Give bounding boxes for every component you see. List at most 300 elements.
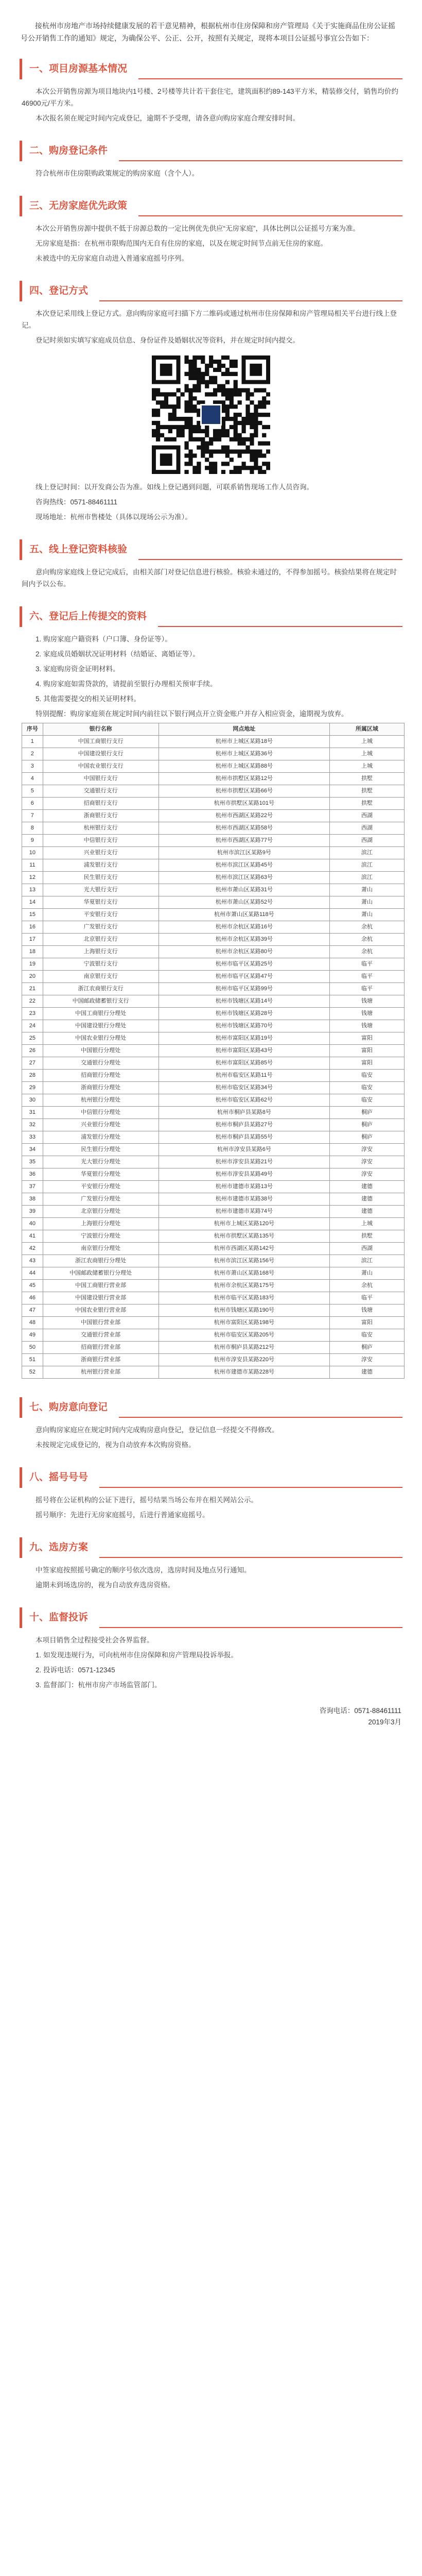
paragraph: 未按规定完成登记的，视为自动放弃本次购房资格。: [36, 1441, 196, 1449]
table-cell: 45: [22, 1280, 43, 1292]
table-cell: 43: [22, 1255, 43, 1267]
table-cell: 18: [22, 946, 43, 958]
table-cell: 中国工商银行分理处: [43, 1008, 159, 1020]
table-cell: 杭州市西湖区某路22号: [159, 810, 329, 822]
table-cell: 南京银行支行: [43, 971, 159, 983]
table-cell: 建德: [330, 1366, 405, 1379]
table-cell: 广发银行分理处: [43, 1193, 159, 1206]
table-cell: 建德: [330, 1181, 405, 1193]
section-title: [20, 606, 158, 627]
table-row: [22, 1193, 405, 1206]
table-header-cell: 网点地址: [159, 723, 329, 736]
table-cell: 招商银行分理处: [43, 1070, 159, 1082]
table-cell: 11: [22, 859, 43, 872]
table-row: [22, 847, 405, 859]
table-cell: 杭州市上城区某路18号: [159, 736, 329, 748]
section-number: 七: [29, 1402, 40, 1413]
section-header: [20, 193, 402, 216]
section: [20, 193, 402, 270]
table-cell: 40: [22, 1218, 43, 1230]
paragraph: 逾期未到场选房的，视为自动放弃选房资格。: [36, 1581, 174, 1589]
table-row: [22, 909, 405, 921]
table-cell: 临平: [330, 958, 405, 971]
table-cell: 3: [22, 760, 43, 773]
table-row: [22, 1230, 405, 1243]
paragraph: 线上登记时间：以开发商公告为准。如线上登记遇到问题，可联系销售现场工作人员咨询。: [36, 483, 313, 491]
table-cell: 杭州市余杭区某路16号: [159, 921, 329, 934]
table-cell: 12: [22, 872, 43, 884]
table-cell: 中国农业银行支行: [43, 760, 159, 773]
table-cell: 民生银行支行: [43, 872, 159, 884]
table-cell: 华夏银行分理处: [43, 1168, 159, 1181]
table-cell: 浙商银行营业部: [43, 1354, 159, 1366]
paragraph: 本次登记采用线上登记方式。意向购房家庭可扫描下方二维码或通过杭州市住房保障和房产管理局相关平台进行线上登记。: [22, 310, 397, 329]
section-number-separator: 、: [39, 1612, 49, 1623]
intro-text: 接杭州市房地产市场持续健康发展的若干意见精神，根据杭州市住房保障和房产管理局《关于实施商品住房公证摇号公开销售工作的通知》规定，为确保公平、公正、公开，按照有关规定，现将本项目公证摇号事宜公告如下：: [21, 22, 395, 42]
table-cell: 杭州银行支行: [43, 822, 159, 835]
table-cell: 9: [22, 835, 43, 847]
table-cell: 富阳: [330, 1317, 405, 1329]
paragraph: 1. 购房家庭户籍资料（户口簿、身份证等）。: [36, 635, 172, 643]
table-cell: 37: [22, 1181, 43, 1193]
table-cell: 钱塘: [330, 1020, 405, 1032]
paragraph: 特别提醒：购房家庭须在规定时间内前往以下银行网点开立资金账户并存入相应资金，逾期视为放弃。: [36, 710, 348, 718]
table-row: [22, 1354, 405, 1366]
section-number-separator: 、: [39, 63, 49, 74]
footer: [21, 1705, 401, 1728]
table-row: [22, 822, 405, 835]
table-row: [22, 1181, 405, 1193]
section-number: 十: [29, 1612, 40, 1623]
table-cell: 杭州市萧山区某路31号: [159, 884, 329, 896]
table-cell: 钱塘: [330, 1304, 405, 1317]
section-title-text: 线上登记资料核验: [49, 544, 128, 555]
table-cell: 西湖: [330, 822, 405, 835]
table-cell: 杭州银行营业部: [43, 1366, 159, 1379]
table-cell: 杭州市临平区某路25号: [159, 958, 329, 971]
table-cell: 41: [22, 1230, 43, 1243]
section-title-text: 登记后上传提交的资料: [49, 611, 147, 622]
table-row: [22, 835, 405, 847]
table-cell: 浙江农商银行支行: [43, 983, 159, 995]
table-row: [22, 1366, 405, 1379]
table-cell: 滨江: [330, 847, 405, 859]
section-number-separator: 、: [39, 285, 49, 296]
table-cell: 杭州市萧山区某路168号: [159, 1267, 329, 1280]
table-cell: 杭州市临安区某路62号: [159, 1094, 329, 1107]
paragraph: 现场地址：杭州市售楼处（具体以现场公示为准）。: [36, 513, 192, 521]
section: [20, 278, 402, 529]
paragraph: 3. 家庭购房资金证明材料。: [36, 665, 120, 673]
paragraph: 2. 家庭成员婚姻状况证明材料（结婚证、离婚证等）。: [36, 650, 200, 658]
table-cell: 上城: [330, 748, 405, 760]
table-row: [22, 983, 405, 995]
table-row: [22, 859, 405, 872]
table-header-row: [22, 723, 405, 736]
section-title: [20, 539, 138, 560]
table-cell: 萧山: [330, 896, 405, 909]
table-cell: 浙江农商银行分理处: [43, 1255, 159, 1267]
table-cell: 10: [22, 847, 43, 859]
table-cell: 5: [22, 785, 43, 798]
section-number-separator: 、: [39, 1542, 49, 1553]
section-title-text: 选房方案: [49, 1542, 89, 1553]
table-cell: 中信银行分理处: [43, 1107, 159, 1119]
table-row: [22, 934, 405, 946]
table-cell: 宁波银行分理处: [43, 1230, 159, 1243]
table-header-cell: 银行名称: [43, 723, 159, 736]
section-header: [20, 536, 402, 560]
table-row: [22, 1317, 405, 1329]
table-cell: 北京银行分理处: [43, 1206, 159, 1218]
table-cell: 44: [22, 1267, 43, 1280]
table-cell: 17: [22, 934, 43, 946]
table-cell: 杭州市滨江区某路9号: [159, 847, 329, 859]
table-cell: 桐庐: [330, 1131, 405, 1144]
section-header: [20, 1534, 402, 1558]
paragraph: 4. 购房家庭如需贷款的，请提前至银行办理相关预审手续。: [36, 680, 217, 688]
table-cell: 杭州市临平区某路47号: [159, 971, 329, 983]
table-row: [22, 1255, 405, 1267]
table-cell: 33: [22, 1131, 43, 1144]
table-cell: 杭州市西湖区某路77号: [159, 835, 329, 847]
table-cell: 杭州市拱墅区某路135号: [159, 1230, 329, 1243]
table-row: [22, 760, 405, 773]
table-row: [22, 798, 405, 810]
table-row: [22, 1342, 405, 1354]
table-cell: 淳安: [330, 1156, 405, 1168]
table-row: [22, 1280, 405, 1292]
table-cell: 光大银行分理处: [43, 1156, 159, 1168]
table-cell: 西湖: [330, 835, 405, 847]
table-cell: 杭州市上城区某路36号: [159, 748, 329, 760]
table-cell: 兴业银行分理处: [43, 1119, 159, 1131]
table-row: [22, 896, 405, 909]
table-cell: 临安: [330, 1070, 405, 1082]
table-cell: 宁波银行支行: [43, 958, 159, 971]
section-number: 五: [29, 544, 40, 555]
table-cell: 杭州市富阳区某路43号: [159, 1045, 329, 1057]
section: [20, 536, 402, 596]
table-cell: 光大银行支行: [43, 884, 159, 896]
table-cell: 滨江: [330, 1255, 405, 1267]
intro: [21, 13, 401, 48]
table-cell: 杭州市西湖区某路142号: [159, 1243, 329, 1255]
table-cell: 杭州市萧山区某路118号: [159, 909, 329, 921]
section-body: [20, 1628, 402, 1697]
table-cell: 淳安: [330, 1354, 405, 1366]
table-cell: 杭州市滨江区某路45号: [159, 859, 329, 872]
table-cell: 中国工商银行支行: [43, 736, 159, 748]
table-cell: 中国邮政储蓄银行支行: [43, 995, 159, 1008]
section-number: 二: [29, 145, 40, 156]
table-cell: 淳安: [330, 1144, 405, 1156]
section-title-text: 无房家庭优先政策: [49, 200, 128, 211]
table-cell: 21: [22, 983, 43, 995]
table-cell: 35: [22, 1156, 43, 1168]
section-title: [20, 1537, 99, 1558]
table-cell: 19: [22, 958, 43, 971]
table-cell: 钱塘: [330, 995, 405, 1008]
section-number: 三: [29, 200, 40, 211]
paragraph: 无房家庭是指：在杭州市限购范围内无自有住房的家庭，以及在规定时间节点前无住房的家庭。: [36, 240, 327, 247]
paragraph: 咨询热线：0571-88461111: [36, 498, 118, 506]
table-row: [22, 810, 405, 822]
paragraph: 符合杭州市住房限购政策规定的购房家庭（含个人）。: [36, 170, 199, 177]
section-title: [20, 281, 99, 301]
table-cell: 杭州市拱墅区某路101号: [159, 798, 329, 810]
paragraph: 5. 其他需要提交的相关证明材料。: [36, 695, 141, 703]
paragraph: 摇号顺序：先进行无房家庭摇号，后进行普通家庭摇号。: [36, 1511, 209, 1519]
table-cell: 桐庐: [330, 1119, 405, 1131]
table-row: [22, 1094, 405, 1107]
table-row: [22, 1045, 405, 1057]
table-row: [22, 921, 405, 934]
table-cell: 建德: [330, 1193, 405, 1206]
table-row: [22, 884, 405, 896]
table-cell: 滨江: [330, 872, 405, 884]
table-cell: 47: [22, 1304, 43, 1317]
table-cell: 中信银行支行: [43, 835, 159, 847]
table-cell: 杭州市临平区某路183号: [159, 1292, 329, 1304]
section-title-text: 项目房源基本情况: [49, 63, 128, 74]
section-header: [20, 138, 402, 161]
table-row: [22, 1168, 405, 1181]
section-number-separator: 、: [39, 1402, 49, 1413]
table-row: [22, 1156, 405, 1168]
section-body: [20, 216, 402, 270]
table-cell: 34: [22, 1144, 43, 1156]
table-cell: 36: [22, 1168, 43, 1181]
table-cell: 上城: [330, 1218, 405, 1230]
table-row: [22, 1243, 405, 1255]
paragraph: 本次公开销售房源中提供不低于房源总数的一定比例优先供应“无房家庭”，具体比例以公证摇号方案为准。: [36, 225, 360, 232]
bank-branch-table: [22, 723, 405, 1379]
table-cell: 桐庐: [330, 1107, 405, 1119]
table-cell: 杭州市钱塘区某路70号: [159, 1020, 329, 1032]
table-cell: 中国邮政储蓄银行分理处: [43, 1267, 159, 1280]
table-cell: 30: [22, 1094, 43, 1107]
registration-qr-code[interactable]: [152, 355, 270, 474]
paragraph: 本项目销售全过程接受社会各界监督。: [36, 1636, 154, 1644]
table-header-cell: 所属区域: [330, 723, 405, 736]
table-cell: 余杭: [330, 946, 405, 958]
table-cell: 临安: [330, 1329, 405, 1342]
section: [20, 1394, 402, 1457]
table-cell: 杭州市桐庐县某路212号: [159, 1342, 329, 1354]
table-cell: 31: [22, 1107, 43, 1119]
table-cell: 杭州市建德市某路74号: [159, 1206, 329, 1218]
table-cell: 中国农业银行营业部: [43, 1304, 159, 1317]
section-body: [20, 79, 402, 130]
section-title-text: 摇号号号: [49, 1472, 89, 1483]
table-cell: 滨江: [330, 859, 405, 872]
table-cell: 杭州市萧山区某路52号: [159, 896, 329, 909]
section-number: 八: [29, 1472, 40, 1483]
table-cell: 6: [22, 798, 43, 810]
table-cell: 中国工商银行营业部: [43, 1280, 159, 1292]
table-row: [22, 946, 405, 958]
section-number-separator: 、: [39, 544, 49, 555]
section-header: [20, 1394, 402, 1418]
table-cell: 交通银行分理处: [43, 1057, 159, 1070]
sections: [0, 56, 422, 1697]
table-cell: 招商银行支行: [43, 798, 159, 810]
table-cell: 平安银行支行: [43, 909, 159, 921]
table-cell: 8: [22, 822, 43, 835]
paragraph: 意向购房家庭线上登记完成后，由相关部门对登记信息进行核验。核验未通过的，不得参加摇号。核验结果将在规定时间内予以公布。: [22, 568, 397, 588]
section-title: [20, 59, 138, 79]
table-cell: 杭州市滨江区某路156号: [159, 1255, 329, 1267]
table-cell: 华夏银行支行: [43, 896, 159, 909]
section: [20, 56, 402, 130]
table-row: [22, 958, 405, 971]
section-number-separator: 、: [39, 200, 49, 211]
table-cell: 杭州市余杭区某路80号: [159, 946, 329, 958]
table-cell: 杭州市拱墅区某路12号: [159, 773, 329, 785]
table-cell: 萧山: [330, 1267, 405, 1280]
table-row: [22, 1144, 405, 1156]
table-row: [22, 872, 405, 884]
section-title-text: 购房意向登记: [49, 1402, 108, 1413]
table-cell: 建德: [330, 1206, 405, 1218]
table-cell: 28: [22, 1070, 43, 1082]
section-number: 九: [29, 1542, 40, 1553]
table-cell: 上城: [330, 736, 405, 748]
table-cell: 2: [22, 748, 43, 760]
table-cell: 25: [22, 1032, 43, 1045]
section: [20, 1534, 402, 1597]
table-row: [22, 1057, 405, 1070]
table-row: [22, 1304, 405, 1317]
section-header: [20, 56, 402, 79]
table-cell: 临安: [330, 1094, 405, 1107]
qr-wrap: [22, 349, 400, 481]
table-cell: 杭州市建德市某路228号: [159, 1366, 329, 1379]
section-title-text: 购房登记条件: [49, 145, 108, 156]
table-cell: 西湖: [330, 810, 405, 822]
section-number-separator: 、: [39, 1472, 49, 1483]
table-cell: 西湖: [330, 1243, 405, 1255]
table-cell: 杭州市余杭区某路39号: [159, 934, 329, 946]
table-cell: 交通银行支行: [43, 785, 159, 798]
table-cell: 富阳: [330, 1057, 405, 1070]
paragraph: 中签家庭按照摇号确定的顺序号依次选房，选房时间及地点另行通知。: [36, 1566, 251, 1574]
table-cell: 桐庐: [330, 1342, 405, 1354]
table-row: [22, 1119, 405, 1131]
table-cell: 杭州市桐庐县某路27号: [159, 1119, 329, 1131]
footer-date: 2019年3月: [368, 1718, 401, 1726]
table-cell: 24: [22, 1020, 43, 1032]
table-row: [22, 1020, 405, 1032]
section-number: 一: [29, 63, 40, 74]
section-body: [20, 1488, 402, 1527]
table-cell: 萧山: [330, 909, 405, 921]
section-title: [20, 1467, 99, 1488]
table-row: [22, 1206, 405, 1218]
table-cell: 杭州市上城区某路88号: [159, 760, 329, 773]
section-title-text: 登记方式: [49, 285, 89, 296]
table-cell: 拱墅: [330, 785, 405, 798]
paragraph: 登记时须如实填写家庭成员信息、身份证件及婚姻状况等资料，并在规定时间内提交。: [36, 336, 300, 344]
table-cell: 平安银行分理处: [43, 1181, 159, 1193]
table-cell: 中国银行支行: [43, 773, 159, 785]
table-cell: 杭州市临安区某路11号: [159, 1070, 329, 1082]
table-cell: 15: [22, 909, 43, 921]
table-row: [22, 748, 405, 760]
table-cell: 招商银行营业部: [43, 1342, 159, 1354]
table-cell: 42: [22, 1243, 43, 1255]
table-cell: 32: [22, 1119, 43, 1131]
table-row: [22, 1292, 405, 1304]
table-cell: 浦发银行分理处: [43, 1131, 159, 1144]
qr-logo-icon: [200, 404, 222, 426]
table-cell: 广发银行支行: [43, 921, 159, 934]
table-cell: 南京银行分理处: [43, 1243, 159, 1255]
table-cell: 4: [22, 773, 43, 785]
section-header: [20, 278, 402, 301]
table-cell: 杭州市桐庐县某路8号: [159, 1107, 329, 1119]
section-header: [20, 603, 402, 627]
table-cell: 上城: [330, 760, 405, 773]
paragraph: 意向购房家庭应在规定时间内完成购房意向登记，登记信息一经提交不得修改。: [36, 1426, 279, 1434]
section-title-text: 监督投诉: [49, 1612, 89, 1623]
table-cell: 38: [22, 1193, 43, 1206]
table-cell: 48: [22, 1317, 43, 1329]
table-cell: 临平: [330, 1292, 405, 1304]
table-cell: 临平: [330, 971, 405, 983]
table-row: [22, 971, 405, 983]
table-cell: 交通银行营业部: [43, 1329, 159, 1342]
table-cell: 中国建设银行营业部: [43, 1292, 159, 1304]
section-header: [20, 1464, 402, 1488]
section: [20, 1604, 402, 1697]
table-cell: 拱墅: [330, 1230, 405, 1243]
table-cell: 富阳: [330, 1045, 405, 1057]
table-row: [22, 1107, 405, 1119]
paragraph: 1. 如发现违规行为，可向杭州市住房保障和房产管理局投诉举报。: [36, 1651, 238, 1659]
table-cell: 杭州市淳安县某路6号: [159, 1144, 329, 1156]
table-cell: 杭州市富阳区某路19号: [159, 1032, 329, 1045]
section-number-separator: 、: [39, 145, 49, 156]
table-cell: 上海银行分理处: [43, 1218, 159, 1230]
table-cell: 杭州市淳安县某路49号: [159, 1168, 329, 1181]
table-row: [22, 1267, 405, 1280]
table-cell: 中国建设银行支行: [43, 748, 159, 760]
section-body: [20, 161, 402, 185]
table-cell: 杭州市钱塘区某路14号: [159, 995, 329, 1008]
section-title: [20, 196, 138, 216]
section-number-separator: 、: [39, 611, 49, 622]
table-cell: 杭州市富阳区某路85号: [159, 1057, 329, 1070]
table-row: [22, 785, 405, 798]
table-cell: 52: [22, 1366, 43, 1379]
table-cell: 杭州市滨江区某路63号: [159, 872, 329, 884]
table-cell: 中国农业银行分理处: [43, 1032, 159, 1045]
table-cell: 余杭: [330, 1280, 405, 1292]
table-cell: 淳安: [330, 1168, 405, 1181]
table-cell: 钱塘: [330, 1008, 405, 1020]
table-cell: 杭州市余杭区某路175号: [159, 1280, 329, 1292]
paragraph: 本次报名须在规定时间内完成登记，逾期不予受理，请各意向购房家庭合理安排时间。: [36, 114, 300, 122]
table-cell: 13: [22, 884, 43, 896]
table-row: [22, 1032, 405, 1045]
table-row: [22, 1218, 405, 1230]
table-cell: 39: [22, 1206, 43, 1218]
table-cell: 杭州市钱塘区某路28号: [159, 1008, 329, 1020]
table-cell: 浙商银行支行: [43, 810, 159, 822]
paragraph: 摇号将在公证机构的公证下进行，摇号结果当场公布并在相关网站公示。: [36, 1496, 258, 1504]
